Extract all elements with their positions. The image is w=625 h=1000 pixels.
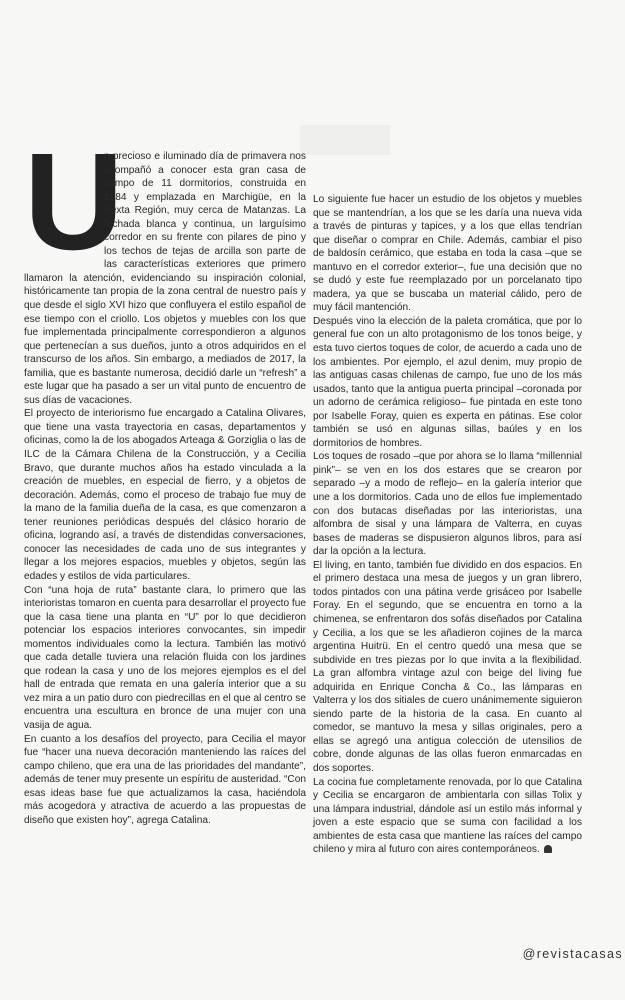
- paragraph: El proyecto de interiorismo fue encargado a Catalina Olivares, que tiene una vasta trayectoria en casas, departamentos y oficinas, como la de los abogados Arteaga & Gorziglia o las de ILC de la Cámara Chilena de la Construcción, y a Cecilia Bravo, que durante muchos años ha estado vinculada a la creación de muebles, en especial de fierro, y a objetos de decoración. Además, como el proceso de trabajo fue muy de la mano de la familia dueña de la casa, es que comenzaron a tener reuniones periódicas después del clásico horario de oficina, logrando así, a través de distendidas conversaciones, conocer las necesidades de cada uno de sus integrantes y llegar a los mejores espacios, muebles y objetos, según las edades y estilos de vida particulares.: [24, 408, 306, 582]
- paragraph: n precioso e iluminado día de primavera nos acompañó a conocer esta gran casa de campo de 11 dormitorios, construida en 1984 y emplazada en Marchigüe, en la Sexta Región, muy cerca de Matanzas. La fachada blanca y continua, un larguísimo corredor en su frente con pilares de pino y los techos de tejas de arcilla son parte de las características exteriores que primero llamaron la atención, evidenciando su inspiración colonial, históricamente tan propia de la zona central de nuestro país y que desde el siglo XVI hizo que confluyera el estilo español de ese tiempo con el criollo. Los objetos y muebles con los que fue implementada principalmente correspondieron a algunos que pertenecían a sus dueños, junto a otros adquiridos en el transcurso de los años. Sin embargo, a mediados de 2017, la familia, que es bastante numerosa, decidió darle un “refresh” a este lugar que ha pasado a ser un vital punto de encuentro de sus días de vacaciones.: [24, 151, 306, 406]
- paragraph: En cuanto a los desafíos del proyecto, para Cecilia el mayor fue “hacer una nueva decoración manteniendo las raíces del campo chileno, que era una de las prioridades del mandante”, además de tener muy presente un espíritu de austeridad. “Con esas ideas base fue que actualizamos la casa, haciéndola más acogedora y atractiva de acuerdo a las propuestas de diseño que existen hoy”, agrega Catalina.: [24, 733, 306, 826]
- paragraph: El living, en tanto, también fue dividido en dos espacios. En el primero destaca una mesa de juegos y un gran librero, todos pintados con una pátina verde grisáceo por Isabelle Foray. En el segundo, que se encuentra en torno a la chimenea, se enfrentaron dos sofás diseñados por Catalina y Cecilia, a los que se les añadieron cojines de la marca argentina Huitrü. En el centro quedó una mesa que se subdivide en tres piezas por lo que invita a la flexibilidad. La gran alfombra vintage azul con beige del living fue adquirida en Enrique Concha & Co., las lámparas en Valterra y los dos sitiales de cuero unánimemente siguieron siendo parte de la historia de la casa. En cuanto al comedor, se mantuvo la mesa y sillas originales, pero a ellas se agregó una antigua colección de utensilios de cobre, donde algunas de las ollas fueron enmarcadas en dos soportes.: [313, 559, 582, 774]
- background-heading-fragment: [300, 125, 390, 155]
- drop-cap: U: [24, 125, 124, 279]
- paragraph: Con “una hoja de ruta” bastante clara, lo primero que las interioristas tomaron en cuenta para desarrollar el proyecto fue que la casa tiene una planta en “U” por lo que decidieron potenciar los espacios interiores convocantes, sin impedir momentos individuales como la lectura. También las motivó que cada detalle tuviera una relación fluida con los jardines que rodean la casa y uno de los mejores ejemplos es el del hall de entrada que remata en una galería interior que a su vez mira a un patio duro con piedrecillas en el que al centro se encuentra una escultura en bronce de una mujer con una vasija de agua.: [24, 584, 306, 731]
- magazine-handle: @revistacasas: [522, 947, 623, 961]
- paragraph-text: La cocina fue completamente renovada, por lo que Catalina y Cecilia se encargaron de ambientarla con sillas Tolix y una lámpara industrial, dándole así un estilo más informal y joven a este espacio que se suma con facilidad a los ambientes de esta casa que mantiene las raíces del campo chileno y mira al futuro con aires contemporáneos.: [313, 776, 582, 856]
- end-of-article-icon: [544, 845, 552, 853]
- paragraph: [313, 776, 582, 857]
- paragraph: Después vino la elección de la paleta cromática, que por lo general fue con un alto protagonismo de los tonos beige, y esta tuvo ciertos toques de color, de acuerdo a cada uno de los ambientes. Por ejemplo, el azul denim, muy propio de las antiguas casas chilenas de campo, fue uno de los más usados, tanto que la antigua puerta principal –coronada por un adorno de cerámica religioso– fue pintada en este tono por Isabelle Foray, quien es experta en pátinas. Ese color también se usó en algunas sillas, baúles y en los dormitorios de hombres.: [313, 315, 582, 449]
- paragraph: Lo siguiente fue hacer un estudio de los objetos y muebles que se mantendrían, a los que se les daría una nueva vida a través de pinturas y tapices, y a los que ellas tendrían que diseñar o comprar en Chile. Además, cambiar el piso de baldosín cerámico, que estaba en toda la casa –que se mantuvo en el corredor exterior–, fue una decisión que no se dudó y este fue reemplazado por un porcelanato tipo madera, ya que se buscaba un material cálido, pero de muy fácil mantención.: [313, 194, 582, 314]
- paragraph: Los toques de rosado –que por ahora se lo llama “millennial pink”– se ven en los dos estares que se crearon por separado –y a modo de reflejo– en la galería interior que une a los dormitorios. Cada uno de ellos fue implementado con dos butacas diseñadas por las interioristas, una alfombra de sisal y una lámpara de Valterra, en cuyas bases de maderas se dispusieron algunos libros, para así dar la opción a la lectura.: [313, 451, 582, 558]
- article-left-column: [24, 125, 306, 827]
- article-right-column: [313, 193, 582, 857]
